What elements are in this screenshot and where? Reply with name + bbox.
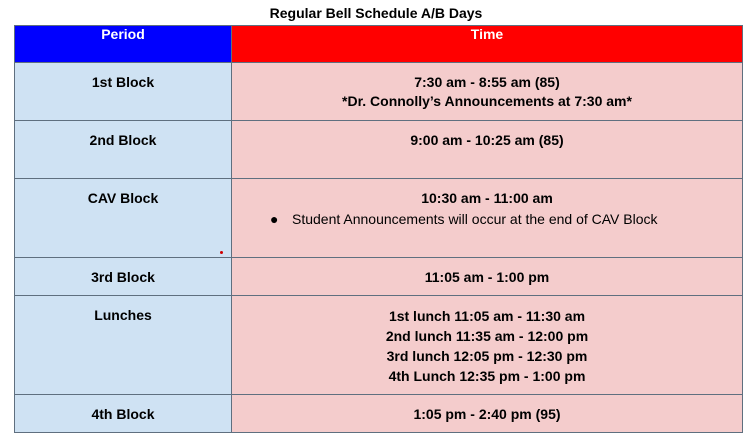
header-row — [15, 26, 743, 63]
time-cell — [232, 395, 743, 433]
period-cell — [15, 179, 232, 258]
time-line: 10:30 am - 11:00 am — [421, 190, 553, 206]
period-label: 4th Block — [91, 406, 155, 422]
time-cell — [232, 179, 743, 258]
time-cell — [232, 258, 743, 296]
time-line: *Dr. Connolly’s Announcements at 7:30 am* — [342, 93, 632, 109]
time-line: 7:30 am - 8:55 am (85) — [414, 74, 560, 90]
announcement-text: Student Announcements will occur at the end of CAV Block — [292, 211, 658, 227]
period-cell — [15, 258, 232, 296]
period-label: 2nd Block — [89, 132, 157, 148]
time-line: 2nd lunch 11:35 am - 12:00 pm — [385, 328, 589, 344]
time-line: 1st lunch 11:05 am - 11:30 am — [388, 308, 586, 324]
table-row — [15, 296, 743, 395]
table-row — [15, 179, 743, 258]
time-line: 3rd lunch 12:05 pm - 12:30 pm — [386, 348, 588, 364]
list-item — [270, 210, 722, 229]
period-label: CAV Block — [87, 190, 159, 206]
time-line: 11:05 am - 1:00 pm — [424, 269, 550, 285]
bullet-icon: ● — [270, 211, 279, 227]
period-cell — [15, 395, 232, 433]
time-cell — [232, 121, 743, 179]
announcement-list — [232, 210, 742, 229]
time-cell — [232, 63, 743, 121]
period-label: 1st Block — [91, 74, 155, 90]
period-header: Period — [15, 26, 232, 63]
period-cell — [15, 121, 232, 179]
period-label: Lunches — [94, 307, 152, 323]
time-line: 9:00 am - 10:25 am (85) — [410, 132, 564, 148]
cursor-mark — [220, 251, 223, 254]
period-label: 3rd Block — [91, 269, 155, 285]
table-row — [15, 258, 743, 296]
time-line: 1:05 pm - 2:40 pm (95) — [413, 406, 561, 422]
schedule-title: Regular Bell Schedule A/B Days — [269, 5, 483, 21]
bell-schedule-table — [14, 25, 743, 433]
time-cell — [232, 296, 743, 395]
table-row — [15, 121, 743, 179]
period-cell — [15, 296, 232, 395]
time-line: 4th Lunch 12:35 pm - 1:00 pm — [388, 368, 586, 384]
time-header: Time — [232, 26, 743, 63]
table-row — [15, 395, 743, 433]
table-row — [15, 63, 743, 121]
period-cell — [15, 63, 232, 121]
